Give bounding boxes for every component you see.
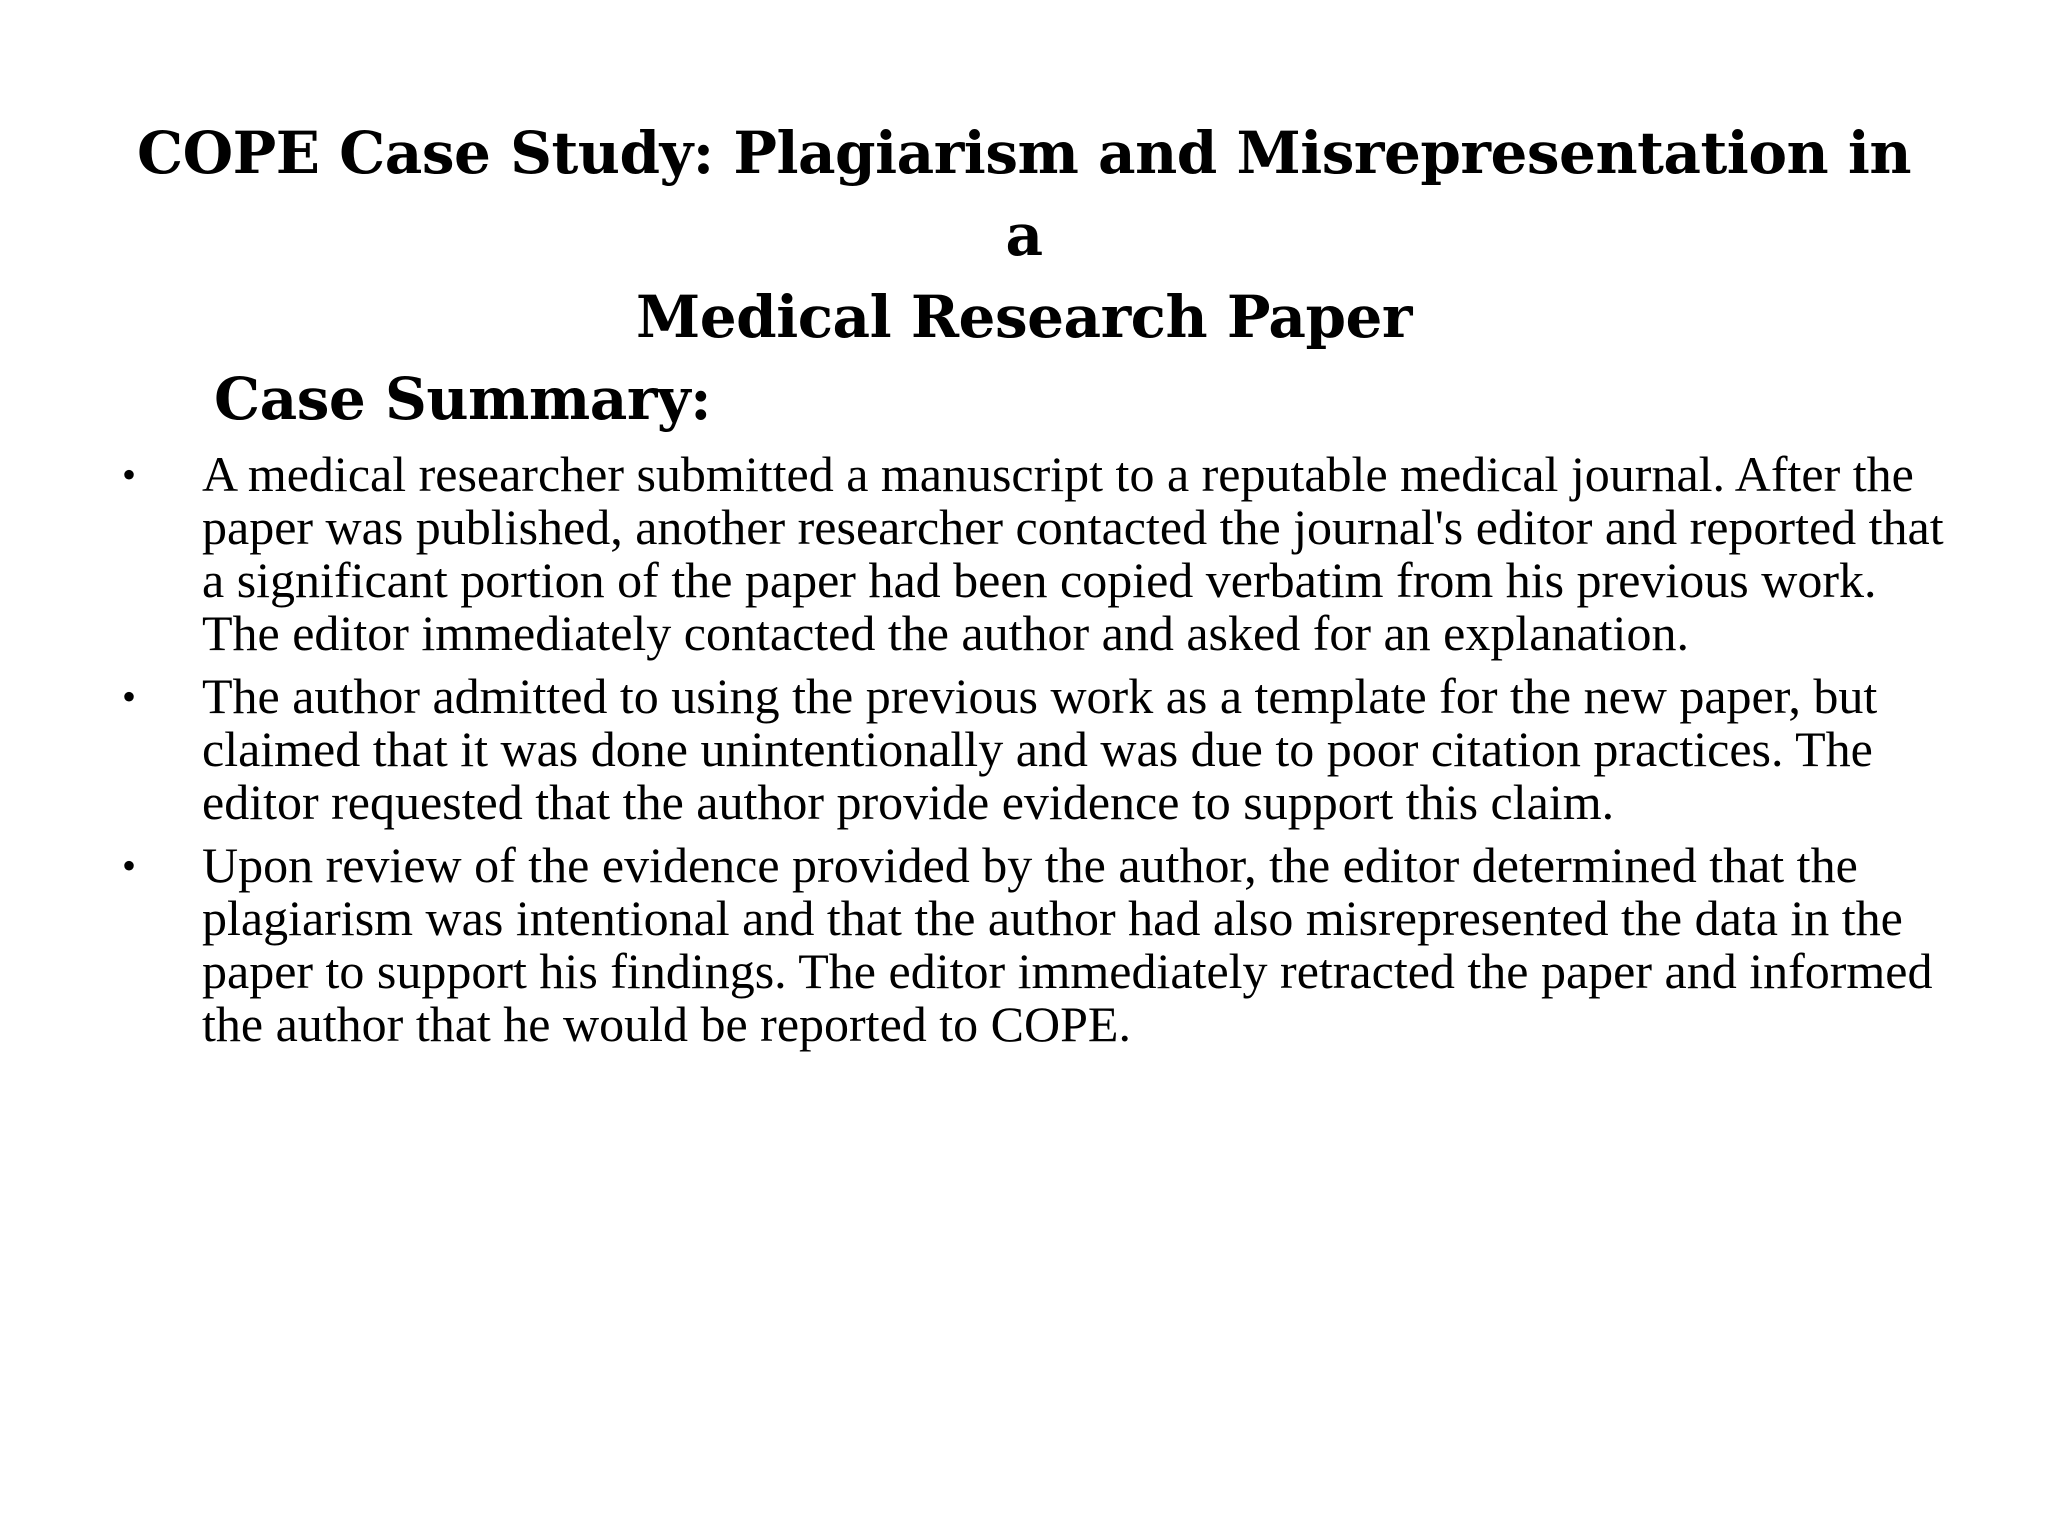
bullet-text: Upon review of the evidence provided by the author, the editor determined that the plagiarism was intentional and that the author had also misrepresented the data in the paper to support his findings. The editor immediately retracted the paper and informed the author that he would be reported to COPE. xyxy=(202,837,1933,1052)
bullet-icon: • xyxy=(122,452,137,497)
list-item xyxy=(120,670,1950,829)
slide-title-line-1: COPE Case Study: Plagiarism and Misrepresentation in a xyxy=(136,119,1912,269)
list-item xyxy=(120,839,1950,1051)
list-item xyxy=(120,448,1950,660)
slide-title-line-2: Medical Research Paper xyxy=(636,283,1412,351)
slide-title xyxy=(120,112,1928,358)
section-heading: Case Summary: xyxy=(214,365,712,433)
bullet-text: The author admitted to using the previous work as a template for the new paper, but claimed that it was done unintentionally and was due to poor citation practices. The editor requested that the author provide evidence to support this claim. xyxy=(202,668,1878,830)
bullet-text: A medical researcher submitted a manuscript to a reputable medical journal. After the paper was published, another researcher contacted the journal's editor and reported that a significant portion of the paper had been copied verbatim from his previous work. The editor immediately contacted the author and asked for an explanation. xyxy=(202,446,1944,661)
bullet-list xyxy=(120,448,1950,1061)
bullet-icon: • xyxy=(122,674,137,719)
bullet-icon: • xyxy=(122,843,137,888)
